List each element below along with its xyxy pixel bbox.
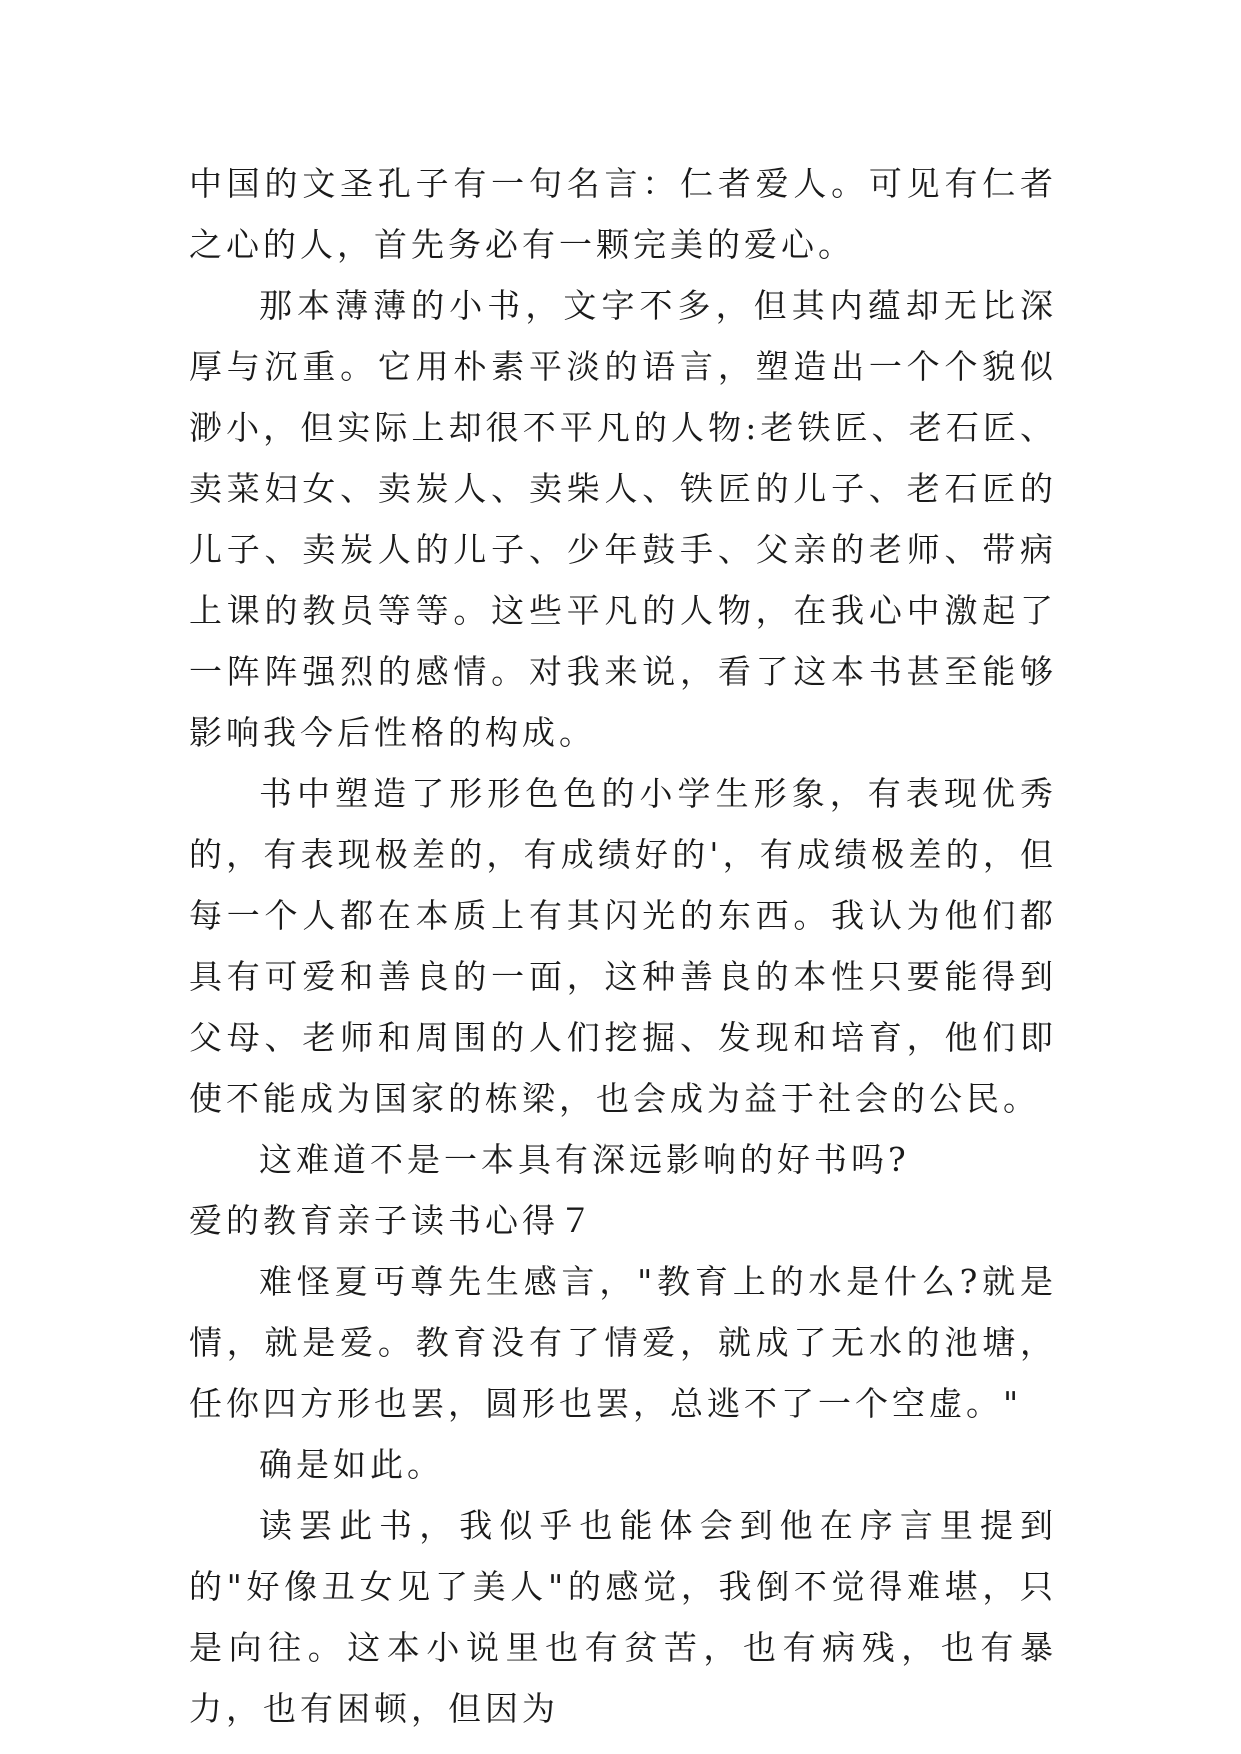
paragraph-after-reading: 读罢此书，我似乎也能体会到他在序言里提到的"好像丑女见了美人"的感觉，我倒不觉得难堪，只是向往。这本小说里也有贫苦，也有病残，也有暴力，也有困顿，但因为 <box>189 1506 1057 1728</box>
paragraph-book-characters: 那本薄薄的小书，文字不多，但其内蕴却无比深厚与沉重。它用朴素平淡的语言，塑造出一个个貌似渺小，但实际上却很不平凡的人物:老铁匠、老石匠、卖菜妇女、卖炭人、卖柴人、铁匠的儿子、老石匠的儿子、卖炭人的儿子、少年鼓手、父亲的老师、带病上课的教员等等。这些平凡的人物，在我心中激起了一阵阵强烈的感情。对我来说，看了这本书甚至能够影响我今后性格的构成。 <box>189 286 1057 752</box>
document-page <box>189 153 1057 1739</box>
paragraph-confucius-quote: 中国的文圣孔子有一句名言：仁者爱人。可见有仁者之心的人，首先务必有一颗完美的爱心。 <box>189 164 1057 264</box>
paragraph-student-images: 书中塑造了形形色色的小学生形象，有表现优秀的，有表现极差的，有成绩好的'，有成绩极差的，但每一个人都在本质上有其闪光的东西。我认为他们都具有可爱和善良的一面，这种善良的本性只要能得到父母、老师和周围的人们挖掘、发现和培育，他们即使不能成为国家的栋梁，也会成为益于社会的公民。 <box>189 774 1057 1118</box>
paragraph-rhetorical-question: 这难道不是一本具有深远影响的好书吗? <box>259 1140 910 1179</box>
section-heading: 爱的教育亲子读书心得７ <box>189 1201 596 1240</box>
paragraph-xia-quote: 难怪夏丏尊先生感言，"教育上的水是什么?就是情，就是爱。教育没有了情爱，就成了无水的池塘，任你四方形也罢，圆形也罢，总逃不了一个空虚。" <box>189 1262 1057 1423</box>
paragraph-indeed: 确是如此。 <box>259 1445 444 1484</box>
